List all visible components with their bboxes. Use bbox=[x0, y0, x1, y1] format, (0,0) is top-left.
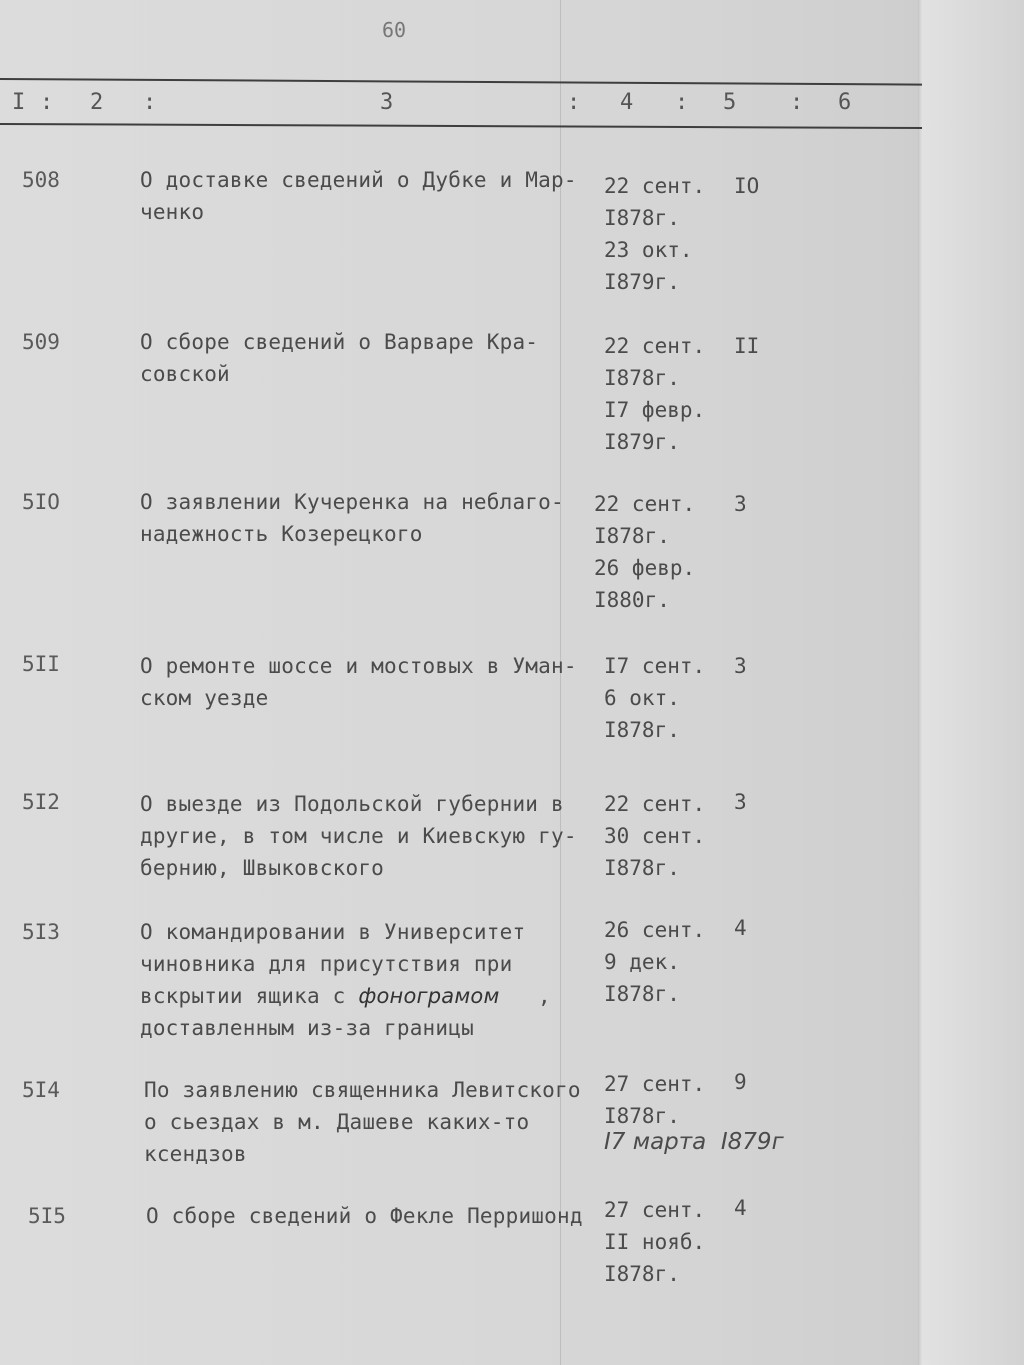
description-line: чиновника для присутствия при bbox=[140, 952, 513, 976]
entry-number: 5I4 bbox=[22, 1078, 60, 1102]
entry-description: О доставке сведений о Дубке и Мар- ченко bbox=[140, 168, 577, 224]
col-header-5: 5 bbox=[723, 90, 737, 115]
entry-dates: 22 сент. 30 сент. I878г. bbox=[604, 792, 706, 880]
entry-description bbox=[140, 916, 551, 1044]
col-separator: : bbox=[143, 90, 157, 115]
entry-sheet-count: 9 bbox=[734, 1070, 747, 1094]
underlying-sheet bbox=[922, 0, 1024, 1365]
entry-number: 5II bbox=[22, 652, 60, 676]
page-number: 60 bbox=[382, 18, 407, 42]
entry-description: О выезде из Подольской губернии в другие, в том числе и Киевскую гу- бернию, Швыковского bbox=[140, 792, 577, 880]
entry-sheet-count: 3 bbox=[734, 654, 747, 678]
entry-description: О сборе сведений о Варваре Кра- совской bbox=[140, 330, 539, 386]
col-separator: : bbox=[790, 90, 804, 115]
entry-dates: 22 сент. I878г. 23 окт. I879г. bbox=[604, 174, 706, 294]
entry-sheet-count: 3 bbox=[734, 492, 747, 516]
handwritten-insert: фонограмом bbox=[358, 984, 500, 1008]
entry-description: О заявлении Кучеренка на неблаго- надежность Козерецкого bbox=[140, 490, 564, 546]
entry-dates: 27 сент. II нояб. I878г. bbox=[604, 1198, 706, 1286]
entry-dates: 26 сент. 9 дек. I878г. bbox=[604, 918, 706, 1006]
col-header-3: 3 bbox=[380, 90, 394, 115]
entry-sheet-count: 4 bbox=[734, 916, 747, 940]
entry-sheet-count: 3 bbox=[734, 790, 747, 814]
col-header-2: 2 bbox=[90, 90, 104, 115]
entry-dates: 22 сент. I878г. 26 февр. I880г. bbox=[594, 492, 696, 612]
header-top-rule bbox=[0, 78, 922, 86]
description-line: О командировании в Университет bbox=[140, 920, 526, 944]
entry-number: 5I2 bbox=[22, 790, 60, 814]
entry-sheet-count: II bbox=[734, 334, 760, 358]
col-header-4: 4 bbox=[620, 90, 634, 115]
entry-description: О ремонте шоссе и мостовых в Уман- ском уезде bbox=[140, 654, 577, 710]
description-line: , bbox=[499, 984, 551, 1008]
entry-number: 508 bbox=[22, 168, 60, 192]
entry-number: 5I3 bbox=[22, 920, 60, 944]
entry-number: 5IO bbox=[22, 490, 60, 514]
handwritten-date: I7 марта I879г bbox=[604, 1129, 784, 1155]
entry-dates: 27 сент. I878г. bbox=[604, 1072, 706, 1128]
col-separator: : bbox=[567, 90, 581, 115]
entry-dates: I7 сент. 6 окт. I878г. bbox=[604, 654, 706, 742]
entry-dates: 22 сент. I878г. I7 февр. I879г. bbox=[604, 334, 706, 454]
description-line: вскрытии ящика с bbox=[140, 984, 359, 1008]
entry-description: По заявлению священника Левитского о сьездах в м. Дашеве каких-то ксендзов bbox=[144, 1078, 581, 1166]
entry-sheet-count: IO bbox=[734, 174, 760, 198]
header-bottom-rule bbox=[0, 123, 922, 129]
entry-number: 509 bbox=[22, 330, 60, 354]
entry-sheet-count: 4 bbox=[734, 1196, 747, 1220]
description-line: доставленным из-за границы bbox=[140, 1016, 474, 1040]
entry-number: 5I5 bbox=[28, 1204, 66, 1228]
col-separator: : bbox=[675, 90, 689, 115]
col-header-1: I bbox=[12, 90, 26, 115]
col-header-6: 6 bbox=[838, 90, 852, 115]
entry-description: О сборе сведений о Фекле Перришонд bbox=[146, 1204, 583, 1228]
col-separator: : bbox=[40, 90, 54, 115]
